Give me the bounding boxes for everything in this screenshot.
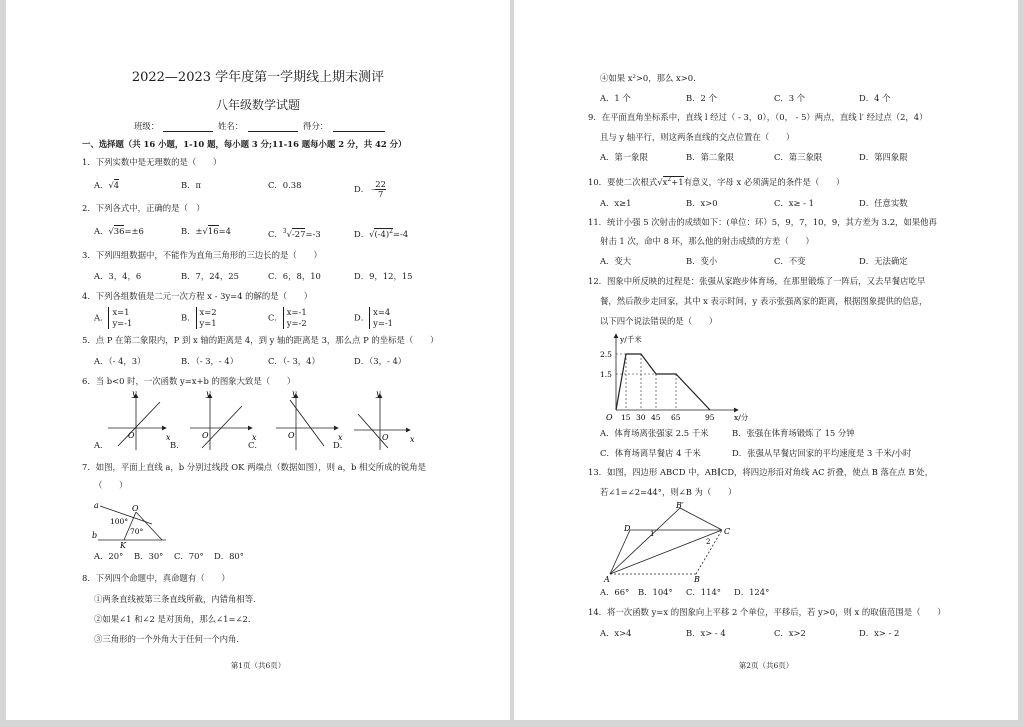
y-axis-label: y xyxy=(132,389,137,398)
sqrt-icon: √ xyxy=(657,176,663,187)
q1-a-label: A． xyxy=(94,180,109,190)
q7-option-d: D．80° xyxy=(214,551,244,561)
sqrt-icon: √ xyxy=(369,228,375,239)
q8-option-d: D．4 个 xyxy=(859,93,891,103)
page-footer: 第1页（共6页） xyxy=(230,661,286,670)
q9-text-line2: 且与 y 轴平行，则这两条直线的交点位置在（ ） xyxy=(600,132,795,142)
q7-option-b: B．30° xyxy=(134,551,164,561)
graph-origin: O xyxy=(606,413,613,422)
q1-text: 1．下列实数中是无理数的是（ ） xyxy=(82,157,222,167)
q8-option-c: C．3 个 xyxy=(774,93,806,103)
name-blank[interactable] xyxy=(248,131,298,132)
x-axis-label: x xyxy=(338,433,343,442)
q7-text: 7．如图，平面上直线 a，b 分别过线段 OK 两端点（数据如图），则 a，b 相交所成的锐角是 xyxy=(82,462,427,472)
q3-option-b: B．7，24，25 xyxy=(181,271,239,281)
q10-option-d: D．任意实数 xyxy=(859,198,908,208)
q4-text: 4．下列各组数值是二元一次方程 x - 3y=4 的解的是（ ） xyxy=(82,291,313,301)
name-label: 姓名： xyxy=(218,121,244,131)
q3-text: 3．下列四组数据中，不能作为直角三角形的三边长的是（ ） xyxy=(82,250,322,260)
sqrt-icon: √ xyxy=(108,180,114,190)
q7-paren: （ ） xyxy=(94,480,128,490)
fraction-denominator: 7 xyxy=(377,189,384,199)
point-c: C xyxy=(724,527,731,536)
q9-option-c: C．第三象限 xyxy=(774,152,823,162)
q4-c-eq2: y=-2 xyxy=(286,318,307,328)
q12-distance-time-graph xyxy=(598,332,748,422)
q4-b-eq2: y=1 xyxy=(199,318,217,328)
q12-option-c: C．体育场离早餐店 4 千米 xyxy=(600,448,701,458)
q14-option-d: D．x> - 2 xyxy=(859,628,900,638)
q3-option-a: A．3，4，6 xyxy=(94,271,142,281)
q8-statement-4: ④如果 x²>0，那么 x>0. xyxy=(600,73,696,83)
x-axis-label: x xyxy=(166,433,171,442)
x-axis-label: x xyxy=(410,435,415,444)
q4-c-label: C． xyxy=(268,312,283,323)
q2-d-exponent: 2 xyxy=(389,228,393,235)
q10-option-a: A．x≥1 xyxy=(600,198,632,208)
q1-d-label: D． xyxy=(354,184,370,194)
equation-system xyxy=(196,307,217,329)
q12-option-a: A．体育场离张强家 2.5 千米 xyxy=(600,428,709,438)
q2-option-c xyxy=(268,226,321,240)
q10-radicand: x xyxy=(662,176,668,187)
q13-fold-figure xyxy=(598,500,738,582)
q2-d-label: D． xyxy=(354,228,370,239)
x-tick-15: 15 xyxy=(621,413,631,422)
x-tick-45: 45 xyxy=(651,413,661,422)
q12-option-b: B．张强在体育场锻炼了 15 分钟 xyxy=(732,428,855,438)
q2-a-radicand: 36 xyxy=(113,226,125,236)
q1-option-b: B．π xyxy=(181,180,202,190)
q6-option-b: B． xyxy=(170,440,185,450)
sqrt-icon: √ xyxy=(286,228,292,239)
score-label: 得分： xyxy=(303,121,329,131)
origin-label: O xyxy=(128,431,135,440)
q5-text: 5．点 P 在第二象限内，P 到 x 轴的距离是 4，到 y 轴的距离是 3，那么点 P 的坐标是（ ） xyxy=(82,335,439,345)
q11-option-b: B．变小 xyxy=(686,256,718,266)
fraction-numerator: 22 xyxy=(375,179,386,189)
x-tick-30: 30 xyxy=(636,413,646,422)
q6-graph-a xyxy=(108,389,171,450)
q6-graphs xyxy=(96,390,436,452)
origin-label: O xyxy=(382,433,389,442)
q9-option-d: D．第四象限 xyxy=(859,152,908,162)
equation-system xyxy=(283,307,307,329)
q7-figure xyxy=(92,496,182,550)
q12-option-d: D．张强从早餐店回家的平均速度是 3 千米/小时 xyxy=(732,448,912,458)
q8-statement-2: ②如果∠1 和∠2 是对顶角，那么∠1=∠2. xyxy=(94,614,251,624)
q8-statement-3: ③三角形的一个外角大于任何一个内角. xyxy=(94,634,240,644)
q2-option-b xyxy=(181,226,231,237)
q8-statement-1: ①两条直线被第三条直线所截，内错角相等. xyxy=(94,594,256,604)
q8-option-b: B．2 个 xyxy=(686,93,717,103)
q13-text-line1: 13．如图，四边形 ABCD 中，AB∥CD，将四边形沿对角线 AC 折叠，使点 B 落在点 B′处， xyxy=(588,467,934,477)
q14-text: 14．将一次函数 y=x 的图象向上平移 2 个单位，平移后，若 y>0，则 x 的取值范围是（ ） xyxy=(588,607,946,617)
point-b-prime: B′ xyxy=(676,501,684,510)
q13-option-d: D．124° xyxy=(734,587,770,597)
q4-d-eq2: y=-1 xyxy=(373,318,394,328)
angle-2-label: 2 xyxy=(706,538,711,546)
distance-line xyxy=(616,354,710,410)
q12-text-line2: 餐，然后散步走回家，其中 x 表示时间，y 表示张强离家的距离，根据图象提供的信息， xyxy=(600,296,928,306)
q7-angle-100: 100° xyxy=(110,517,129,526)
q1-option-d xyxy=(354,180,386,199)
q4-d-eq1: x=4 xyxy=(373,307,391,317)
q4-a-label: A． xyxy=(94,312,109,323)
q4-a-eq2: y=-1 xyxy=(112,318,133,328)
q14-option-c: C．x>2 xyxy=(774,628,806,638)
class-blank[interactable] xyxy=(163,131,213,132)
q7-option-a: A．20° xyxy=(94,551,124,561)
y-tick-2.5: 2.5 xyxy=(600,350,612,359)
q6-option-c: C． xyxy=(248,440,263,450)
graph-x-label: x/分 xyxy=(734,413,749,422)
q7-point-o: O xyxy=(132,504,139,513)
q4-option-b xyxy=(181,307,217,329)
q12-text-line1: 12．图象中所反映的过程是：张强从家跑步体育场，在那里锻炼了一阵后，又去早餐店吃早 xyxy=(588,276,926,286)
q13-option-a: A．66° xyxy=(600,587,630,597)
score-blank[interactable] xyxy=(333,131,385,132)
q2-a-tail: =±6 xyxy=(124,226,144,236)
q2-a-label: A． xyxy=(94,226,109,236)
y-axis-label: y xyxy=(292,389,297,398)
q7-point-k: K xyxy=(120,541,126,550)
q4-b-eq1: x=2 xyxy=(199,307,217,317)
q5-option-b: B．（- 3，- 4） xyxy=(181,356,239,366)
q10-text-pre: 10．要使二次根式 xyxy=(588,176,658,187)
q8-text: 8．下列四个命题中，真命题有（ ） xyxy=(82,573,230,583)
q10-radicand-tail: +1 xyxy=(671,176,684,187)
q2-b-radicand: 16 xyxy=(207,226,219,236)
q4-b-label: B． xyxy=(181,312,196,323)
q3-option-d: D．9，12，15 xyxy=(354,271,413,281)
equation-system xyxy=(108,307,132,329)
q2-c-radicand: -27 xyxy=(291,228,306,239)
q4-option-c xyxy=(268,307,307,329)
root-index: 3 xyxy=(282,228,287,235)
q10-option-b: B．x>0 xyxy=(686,198,718,208)
q6-option-a: A． xyxy=(94,440,109,450)
exam-title: 2022—2023 学年度第一学期线上期末测评 xyxy=(131,70,385,85)
q10-text-post: 有意义，字母 x 必须满足的条件是（ ） xyxy=(683,176,845,187)
class-label: 班级： xyxy=(134,121,160,131)
q6-graph-b xyxy=(190,389,257,450)
q11-option-c: C．不变 xyxy=(774,256,806,266)
q9-option-b: B．第二象限 xyxy=(686,152,735,162)
q7-line-a: a xyxy=(94,501,99,510)
q2-d-radicand: (-4) xyxy=(374,228,390,239)
q5-option-c: C．（- 3，4） xyxy=(268,356,320,366)
q3-option-c: C．6，8，10 xyxy=(268,271,321,281)
q4-c-eq1: x=-1 xyxy=(286,307,307,317)
exam-subtitle: 八年级数学试题 xyxy=(215,98,300,112)
q8-option-a: A．1 个 xyxy=(600,93,631,103)
x-tick-95: 95 xyxy=(705,413,715,422)
y-tick-1.5: 1.5 xyxy=(600,370,612,379)
q1-a-radicand: 4 xyxy=(113,180,120,190)
q11-option-d: D．无法确定 xyxy=(859,256,908,266)
q6-option-d: D． xyxy=(333,440,349,450)
origin-label: O xyxy=(202,431,209,440)
x-tick-65: 65 xyxy=(671,413,681,422)
q6-graph-d xyxy=(354,389,415,450)
q11-text-line2: 射击 1 次，命中 8 环，那么他的射击成绩的方差（ ） xyxy=(600,236,814,246)
q4-option-d xyxy=(354,307,393,329)
q9-text-line1: 9．在平面直角坐标系中，直线 l 经过（ - 3，0），（0， - 5）两点，直线 l′ 经过点（2，4） xyxy=(588,112,928,122)
q13-option-c: C．114° xyxy=(686,587,721,597)
q2-b-label: B．± xyxy=(181,226,203,236)
q2-d-tail: =-4 xyxy=(392,228,409,239)
q10-option-c: C．x≥ - 1 xyxy=(774,198,815,208)
graph-y-label: y/千米 xyxy=(620,335,642,344)
point-a: A xyxy=(604,575,610,584)
q2-c-label: C． xyxy=(268,228,283,239)
q1-d-fraction: – $\frac{22}{7}$ xyxy=(371,179,386,199)
exam-page-1 xyxy=(6,0,510,720)
x-axis-label: x xyxy=(252,433,257,442)
q6-text: 6．当 b<0 时，一次函数 y=x+b 的图象大致是（ ） xyxy=(82,376,296,386)
q5-option-a: A．（- 4，3） xyxy=(94,356,146,366)
q10-text xyxy=(588,174,844,188)
q7-angle-70: 70° xyxy=(130,527,144,536)
q13-option-b: B．104° xyxy=(638,587,673,597)
q2-option-a xyxy=(94,226,144,237)
equation-system xyxy=(369,307,393,329)
sqrt-icon: √ xyxy=(202,226,208,236)
y-axis-label: y xyxy=(206,389,211,398)
exam-page-2 xyxy=(514,0,1018,720)
q9-option-a: A．第一象限 xyxy=(600,152,648,162)
q11-option-a: A．变大 xyxy=(600,256,632,266)
q2-c-tail: =-3 xyxy=(305,228,321,239)
q10-exponent: 2 xyxy=(667,176,672,183)
q14-option-b: B．x> - 4 xyxy=(686,628,726,638)
q1-option-c: C．0.38 xyxy=(268,180,302,190)
q2-option-d xyxy=(354,226,408,240)
q7-line-b: b xyxy=(92,531,98,540)
angle-1-label: 1 xyxy=(650,530,655,538)
sqrt-icon: √ xyxy=(108,226,114,236)
page-footer: 第2页（共6页） xyxy=(738,661,794,670)
q1-option-a xyxy=(94,180,119,191)
q12-text-line3: 以下四个说法错误的是（ ） xyxy=(600,316,718,326)
y-axis-label: y xyxy=(376,389,381,398)
point-d: D xyxy=(624,524,631,533)
q4-option-a xyxy=(94,307,132,329)
q4-d-label: D． xyxy=(354,312,370,323)
q7-option-c: C．70° xyxy=(174,551,204,561)
q5-option-d: D．（3，- 4） xyxy=(354,356,407,366)
point-b: B xyxy=(694,575,700,584)
q2-text: 2．下列各式中，正确的是（ ） xyxy=(82,203,205,213)
q11-text-line1: 11．统计小强 5 次射击的成绩如下：(单位：环）5，9，7，10，9，其方差为 3.2，如果他再 xyxy=(588,217,937,227)
q14-option-a: A．x>4 xyxy=(600,628,632,638)
origin-label: O xyxy=(288,431,295,440)
q4-a-eq1: x=1 xyxy=(112,307,130,317)
q13-text-line2: 若∠1=∠2=44°，则∠B 为（ ） xyxy=(600,487,737,497)
q2-b-tail: =4 xyxy=(218,226,231,236)
section-header: 一、选择题（共 16 小题，1-10 题，每小题 3 分;11-16 题每小题 2 分，共 42 分） xyxy=(82,139,407,149)
